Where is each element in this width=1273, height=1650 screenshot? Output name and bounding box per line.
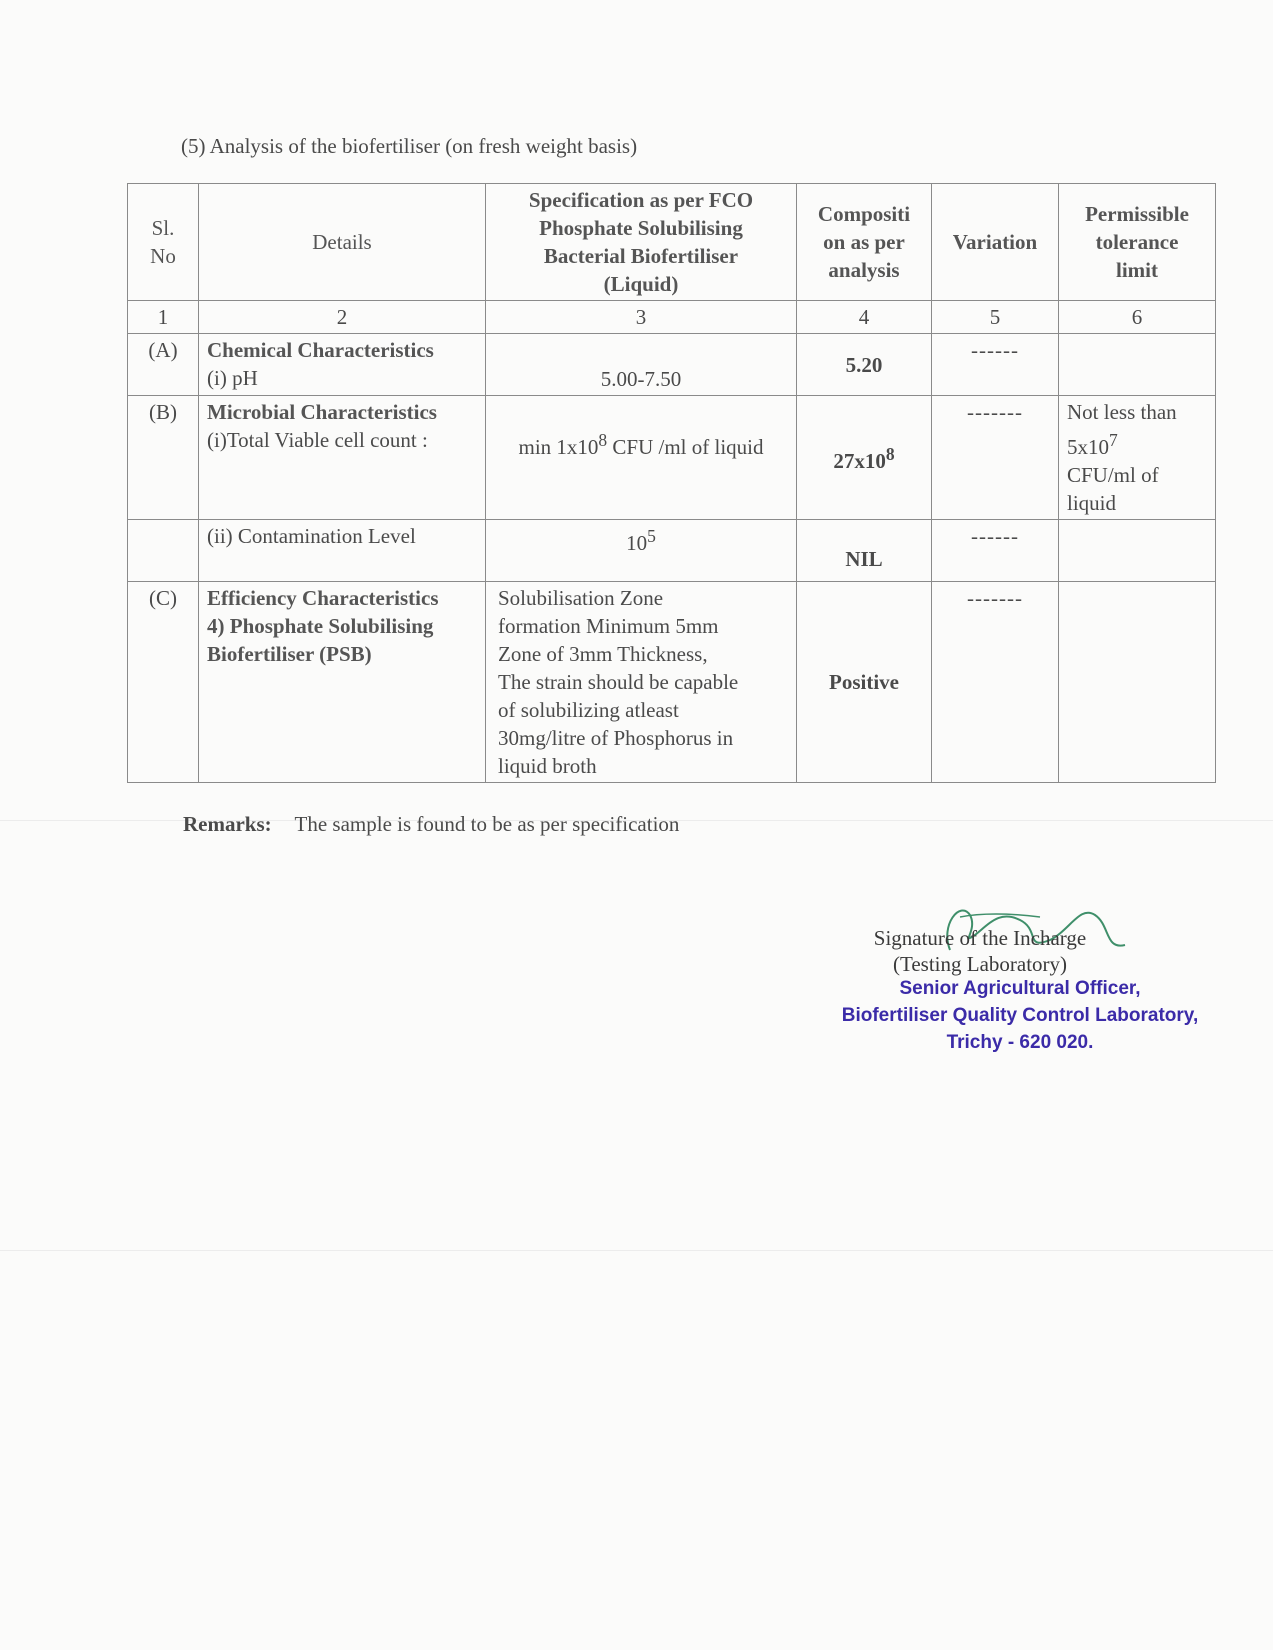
tolerance-line: liquid — [1067, 491, 1117, 515]
header-tolerance — [1059, 184, 1216, 301]
row-sl: (B) — [128, 396, 199, 520]
row-variation: ------ — [932, 334, 1059, 396]
spec-text: CFU /ml of liquid — [607, 435, 764, 459]
row-details-heading: Efficiency Characteristics — [207, 586, 439, 610]
tolerance-exponent: 7 — [1109, 430, 1118, 450]
row-composition: Positive — [797, 582, 932, 783]
row-sl: (C) — [128, 582, 199, 783]
row-details-heading: 4) Phosphate Solubilising — [207, 614, 434, 638]
header-spec-line: Phosphate Solubilising — [539, 216, 743, 240]
column-number: 3 — [486, 301, 797, 334]
row-composition: 5.20 — [797, 334, 932, 396]
header-sl-no — [128, 184, 199, 301]
row-details — [199, 334, 486, 396]
header-sl-line: Sl. — [151, 216, 175, 240]
spec-value: 10 — [626, 531, 648, 555]
header-spec-line: Specification as per FCO — [528, 188, 754, 212]
signature-line: Signature of the Incharge — [873, 926, 1087, 950]
table-row — [128, 334, 1216, 396]
header-tol-line: Permissible — [1085, 202, 1189, 226]
table-row — [128, 396, 1216, 520]
row-details — [199, 582, 486, 783]
row-details-heading: Chemical Characteristics — [207, 338, 434, 362]
column-number: 1 — [128, 301, 199, 334]
row-details — [199, 396, 486, 520]
spec-text: min 1x10 — [518, 435, 599, 459]
header-variation: Variation — [932, 184, 1059, 301]
row-tolerance — [1059, 396, 1216, 520]
row-details-heading: Biofertiliser (PSB) — [207, 642, 372, 666]
spec-line: 30mg/litre of Phosphorus in — [498, 726, 734, 750]
row-spec — [486, 396, 797, 520]
header-comp-line: analysis — [828, 258, 900, 282]
composition-value: 27x10 — [833, 449, 886, 473]
header-tol-line: limit — [1116, 258, 1158, 282]
tolerance-value: 5x10 — [1067, 435, 1109, 459]
spec-line: liquid broth — [498, 754, 597, 778]
row-tolerance — [1059, 582, 1216, 783]
row-tolerance — [1059, 334, 1216, 396]
spec-line: The strain should be capable — [498, 670, 739, 694]
section-heading: (5) Analysis of the biofertiliser (on fresh weight basis) — [181, 134, 638, 158]
row-details-text: (i)Total Viable cell count : — [207, 428, 428, 452]
analysis-table — [127, 183, 1216, 783]
column-number: 5 — [932, 301, 1059, 334]
row-spec — [486, 520, 797, 582]
remarks — [183, 812, 679, 837]
row-composition — [797, 396, 932, 520]
table-row — [128, 520, 1216, 582]
column-number: 2 — [199, 301, 486, 334]
remarks-text: The sample is found to be as per specification — [294, 812, 680, 836]
row-variation: ------ — [932, 520, 1059, 582]
column-number-row — [128, 301, 1216, 334]
spec-line: Zone of 3mm Thickness, — [498, 642, 708, 666]
stamp-line: Trichy - 620 020. — [946, 1032, 1094, 1053]
composition-exponent: 8 — [885, 444, 895, 464]
remarks-label: Remarks: — [183, 812, 272, 836]
signature-block — [855, 925, 1105, 977]
signature-line: (Testing Laboratory) — [892, 952, 1068, 976]
row-details-text: (i) pH — [207, 366, 258, 390]
row-sl: (A) — [128, 334, 199, 396]
header-details: Details — [199, 184, 486, 301]
row-composition: NIL — [797, 520, 932, 582]
row-details: (ii) Contamination Level — [199, 520, 486, 582]
row-spec: 5.00-7.50 — [486, 334, 797, 396]
scan-artifact-line — [0, 1250, 1273, 1251]
table-header-row — [128, 184, 1216, 301]
row-spec — [486, 582, 797, 783]
header-specification — [486, 184, 797, 301]
column-number: 6 — [1059, 301, 1216, 334]
header-spec-line: Bacterial Biofertiliser — [543, 244, 739, 268]
spec-line: of solubilizing atleast — [498, 698, 679, 722]
header-tol-line: tolerance — [1095, 230, 1179, 254]
table-row — [128, 582, 1216, 783]
tolerance-line: CFU/ml of — [1067, 463, 1159, 487]
stamp-line: Senior Agricultural Officer, — [899, 978, 1141, 999]
official-stamp — [820, 975, 1220, 1056]
header-comp-line: on as per — [823, 230, 905, 254]
spec-exponent: 8 — [598, 430, 608, 450]
header-comp-line: Compositi — [817, 202, 911, 226]
tolerance-line: Not less than — [1067, 400, 1177, 424]
spec-exponent: 5 — [647, 526, 656, 546]
header-sl-line: No — [150, 244, 176, 268]
spec-line: Solubilisation Zone — [498, 586, 664, 610]
stamp-line: Biofertiliser Quality Control Laboratory, — [841, 1005, 1199, 1026]
row-variation: ------- — [932, 396, 1059, 520]
row-variation: ------- — [932, 582, 1059, 783]
row-details-heading: Microbial Characteristics — [207, 400, 437, 424]
column-number: 4 — [797, 301, 932, 334]
header-spec-line: (Liquid) — [603, 272, 679, 296]
row-tolerance — [1059, 520, 1216, 582]
spec-line: formation Minimum 5mm — [498, 614, 719, 638]
row-sl — [128, 520, 199, 582]
header-composition — [797, 184, 932, 301]
